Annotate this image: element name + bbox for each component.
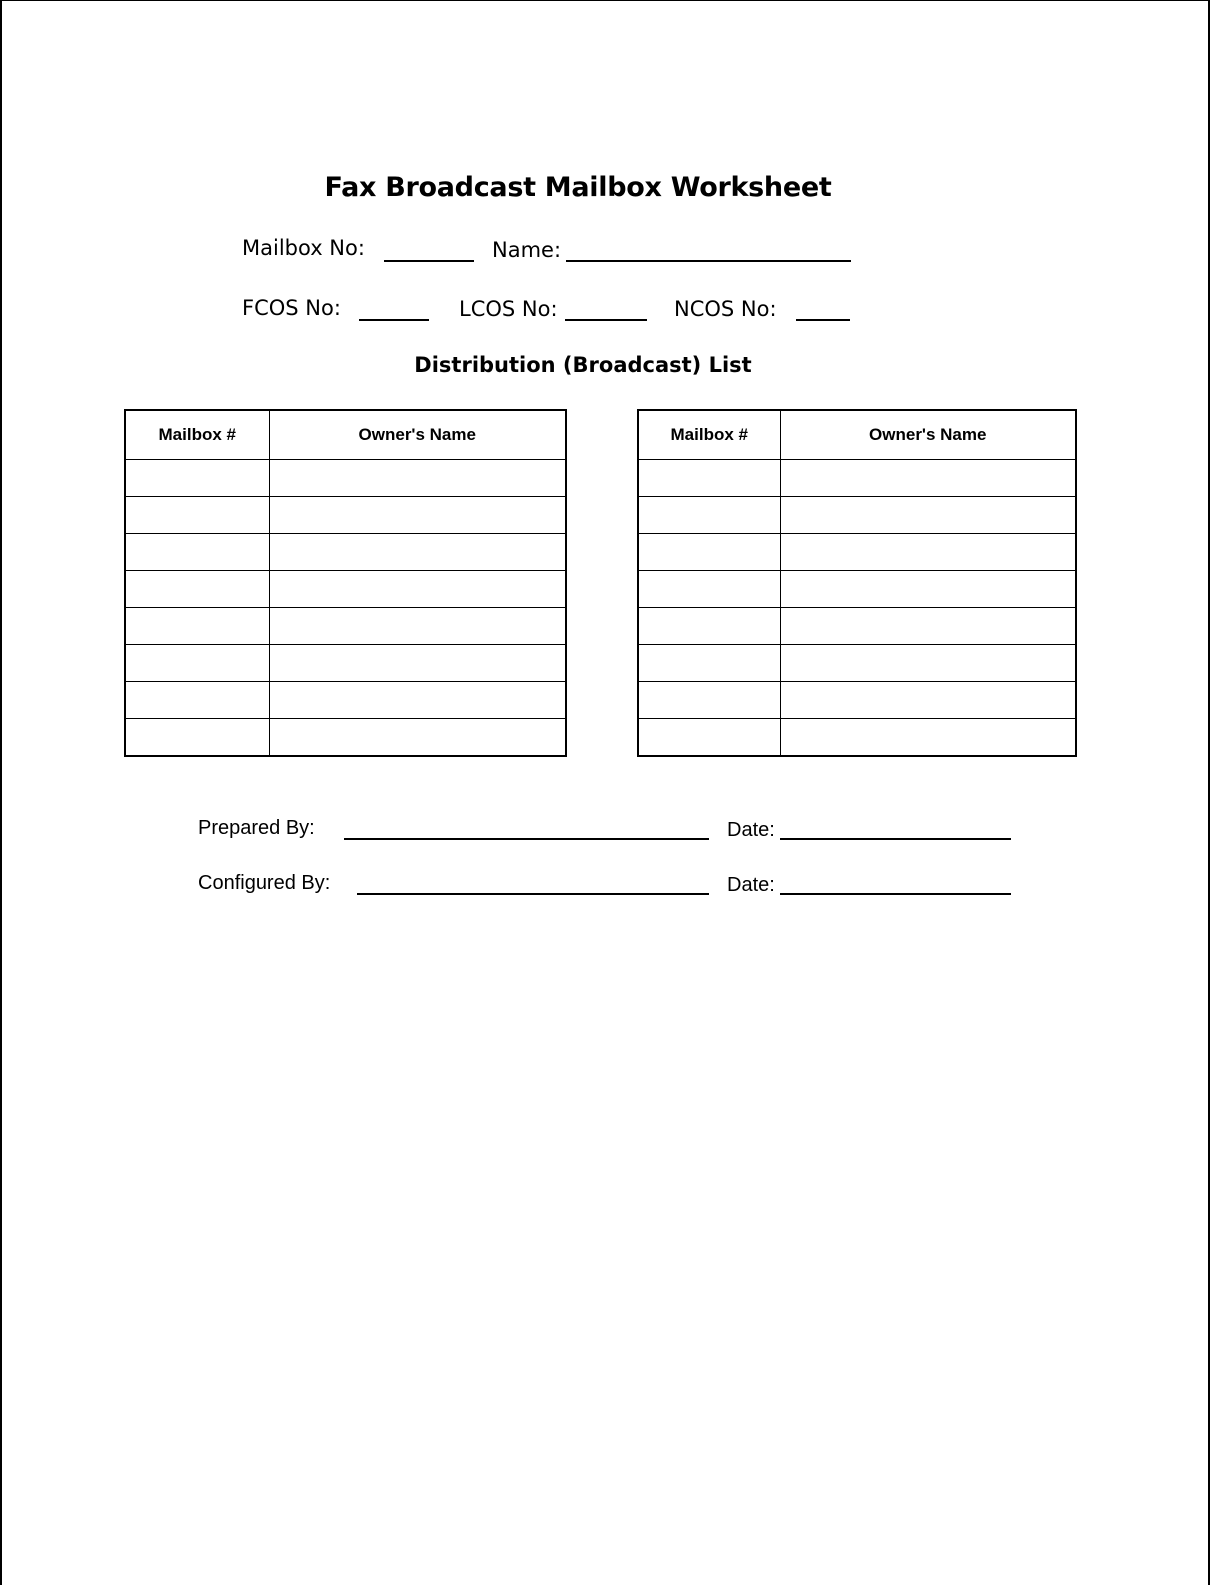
configured-by-field[interactable] (357, 893, 709, 895)
mailbox-number-cell[interactable] (125, 719, 269, 757)
fcos-no-label: FCOS No: (242, 296, 341, 320)
table-row (125, 460, 566, 497)
mailbox-no-label: Mailbox No: (242, 236, 365, 260)
table-row (125, 645, 566, 682)
mailbox-number-cell[interactable] (638, 645, 780, 682)
lcos-no-label: LCOS No: (459, 297, 558, 321)
owner-name-cell[interactable] (780, 608, 1076, 645)
column-header-owner-name: Owner's Name (780, 410, 1076, 460)
owner-name-cell[interactable] (269, 682, 566, 719)
mailbox-no-field[interactable] (384, 260, 474, 262)
table-row (125, 571, 566, 608)
owner-name-cell[interactable] (780, 571, 1076, 608)
configured-by-label: Configured By: (198, 872, 331, 894)
mailbox-number-cell[interactable] (125, 571, 269, 608)
distribution-table-right (637, 409, 1077, 757)
name-field[interactable] (566, 260, 851, 262)
mailbox-number-cell[interactable] (125, 608, 269, 645)
table-row (638, 534, 1076, 571)
owner-name-cell[interactable] (269, 645, 566, 682)
mailbox-number-cell[interactable] (638, 719, 780, 757)
distribution-table-left (124, 409, 567, 757)
column-header-mailbox: Mailbox # (125, 410, 269, 460)
mailbox-number-cell[interactable] (638, 608, 780, 645)
prepared-date-field[interactable] (780, 838, 1011, 840)
owner-name-cell[interactable] (780, 460, 1076, 497)
ncos-no-label: NCOS No: (674, 297, 777, 321)
owner-name-cell[interactable] (780, 497, 1076, 534)
owner-name-cell[interactable] (780, 682, 1076, 719)
configured-date-label: Date: (727, 874, 775, 896)
owner-name-cell[interactable] (269, 534, 566, 571)
mailbox-number-cell[interactable] (125, 497, 269, 534)
column-header-owner-name: Owner's Name (269, 410, 566, 460)
table-row (638, 645, 1076, 682)
prepared-by-label: Prepared By: (198, 817, 315, 839)
mailbox-number-cell[interactable] (125, 645, 269, 682)
prepared-date-label: Date: (727, 819, 775, 841)
table-row (638, 719, 1076, 757)
table-row (638, 682, 1076, 719)
table-row (125, 497, 566, 534)
owner-name-cell[interactable] (269, 571, 566, 608)
owner-name-cell[interactable] (269, 608, 566, 645)
page-title: Fax Broadcast Mailbox Worksheet (324, 172, 832, 203)
table-row (638, 460, 1076, 497)
table-row (638, 571, 1076, 608)
mailbox-number-cell[interactable] (125, 460, 269, 497)
mailbox-number-cell[interactable] (638, 571, 780, 608)
owner-name-cell[interactable] (780, 645, 1076, 682)
table-row (638, 497, 1076, 534)
mailbox-number-cell[interactable] (638, 497, 780, 534)
mailbox-number-cell[interactable] (638, 460, 780, 497)
column-header-mailbox: Mailbox # (638, 410, 780, 460)
owner-name-cell[interactable] (269, 460, 566, 497)
ncos-no-field[interactable] (796, 319, 850, 321)
owner-name-cell[interactable] (269, 497, 566, 534)
mailbox-number-cell[interactable] (125, 682, 269, 719)
distribution-list-heading: Distribution (Broadcast) List (414, 353, 752, 377)
mailbox-number-cell[interactable] (125, 534, 269, 571)
table-row (125, 682, 566, 719)
lcos-no-field[interactable] (565, 319, 647, 321)
table-row (125, 719, 566, 757)
name-label: Name: (492, 238, 562, 262)
prepared-by-field[interactable] (344, 838, 709, 840)
owner-name-cell[interactable] (269, 719, 566, 757)
table-header-row (125, 410, 566, 460)
configured-date-field[interactable] (780, 893, 1011, 895)
table-row (125, 608, 566, 645)
table-header-row (638, 410, 1076, 460)
mailbox-number-cell[interactable] (638, 682, 780, 719)
owner-name-cell[interactable] (780, 534, 1076, 571)
table-row (125, 534, 566, 571)
owner-name-cell[interactable] (780, 719, 1076, 757)
table-row (638, 608, 1076, 645)
fcos-no-field[interactable] (359, 319, 429, 321)
mailbox-number-cell[interactable] (638, 534, 780, 571)
